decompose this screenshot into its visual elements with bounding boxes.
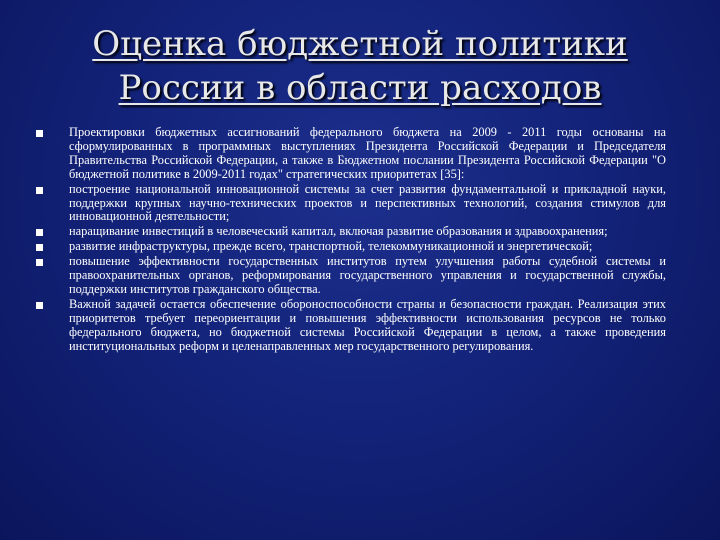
bullet-text: построение национальной инновационной системы за счет развития фундаментальной и прикладной науки, поддержки крупных научно-технических проектов и перспективных технологий, создания стимулов для инновационной деятельности;: [69, 181, 666, 224]
square-bullet-icon: [36, 130, 43, 137]
bullet-text: Проектировки бюджетных ассигнований федерального бюджета на 2009 - 2011 годы основаны на сформулированных в программных выступлениях Президента Российской Федерации и Председателя Правительства Российской Федерации, а также в Бюджетном послании Президента Российской Федерации "О бюджетной политике в 2009-2011 годах" стратегических приоритетах [35]:: [69, 125, 666, 181]
bullet-item: [36, 298, 666, 354]
bullet-text: наращивание инвестиций в человеческий капитал, включая развитие образования и здравоохранения;: [69, 224, 608, 239]
bullet-list: [36, 126, 666, 355]
bullet-item: [36, 240, 666, 254]
slide-title: [60, 22, 660, 110]
bullet-text: развитие инфраструктуры, прежде всего, транспортной, телекоммуникационной и энергетической;: [69, 239, 593, 254]
square-bullet-icon: [36, 302, 43, 309]
square-bullet-icon: [36, 244, 43, 251]
slide-title-line-2: России в области расходов: [118, 68, 602, 108]
bullet-item: [36, 126, 666, 182]
bullet-item: [36, 183, 666, 225]
bullet-text: повышение эффективности государственных институтов путем улучшения работы судебной системы и правоохранительных органов, реформирования государственного управления и государственной службы, поддержки институтов гражданского общества.: [69, 254, 666, 296]
slide-title-line-1: Оценка бюджетной политики: [92, 24, 628, 64]
bullet-item: [36, 225, 666, 239]
square-bullet-icon: [36, 229, 43, 236]
square-bullet-icon: [36, 187, 43, 194]
bullet-text: Важной задачей остается обеспечение обороноспособности страны и безопасности граждан. Реализация этих приоритетов требует переориентации и повышения эффективности использования ресурсов не только федерального бюджета, но бюджетной системы Российской Федерации в целом, а также проведения институциональных реформ и целенаправленных мер государственного регулирования.: [69, 296, 666, 353]
square-bullet-icon: [36, 259, 43, 266]
bullet-item: [36, 255, 666, 297]
